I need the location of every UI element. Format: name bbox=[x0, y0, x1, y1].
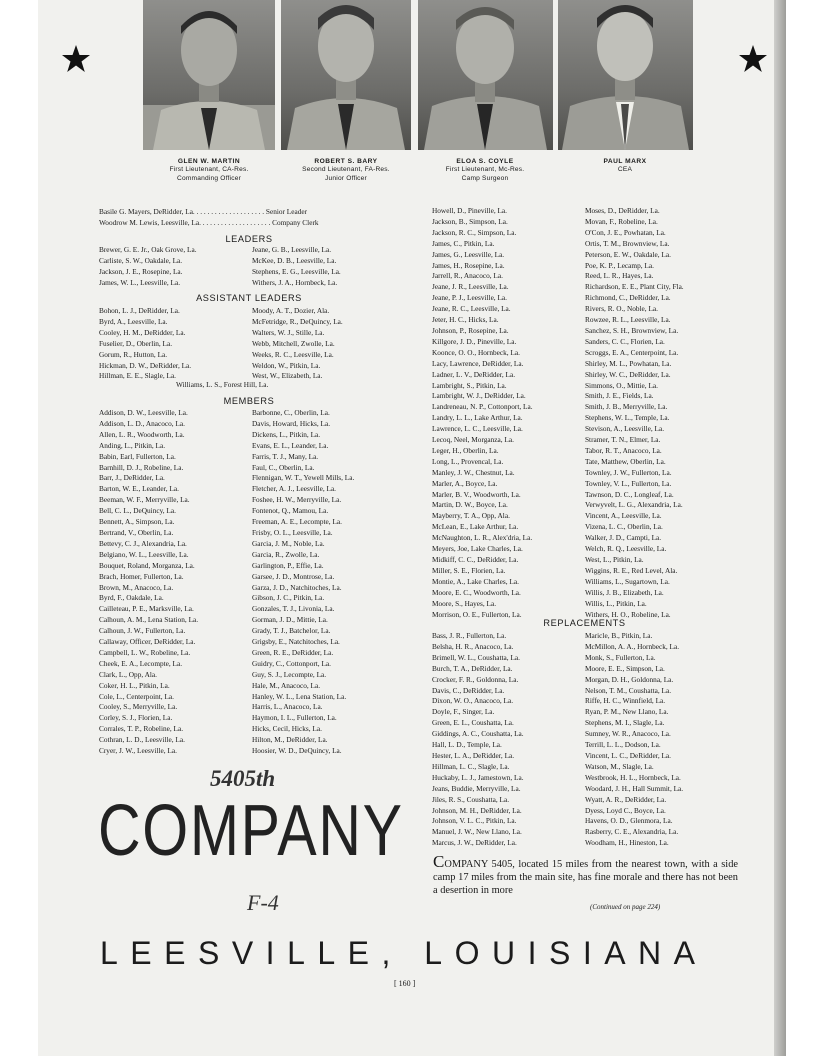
list-item: Riffe, H. C., Winnfield, La. bbox=[585, 696, 666, 706]
list-item: Montie, A., Lake Charles, La. bbox=[432, 576, 519, 586]
list-item: Addison, L. D., Anacoco, La. bbox=[99, 418, 185, 428]
list-item: Johnson, M. H., DeRidder, La. bbox=[432, 805, 522, 815]
staff-name: Woodrow M. Lewis, Leesville, La. bbox=[99, 218, 201, 227]
officer-photo-marx bbox=[558, 0, 693, 150]
list-item: Cole, L., Centerpoint, La. bbox=[99, 691, 174, 701]
list-item: Wyatt, A. R., DeRidder, La. bbox=[585, 794, 667, 804]
assistant-leader-last: Williams, L. S., Forest Hill, La. bbox=[176, 380, 269, 389]
list-item: Brach, Homer, Fullerton, La. bbox=[99, 571, 184, 581]
staff-company-clerk bbox=[99, 218, 319, 227]
staff-role: Senior Leader bbox=[265, 207, 308, 216]
list-item: Hanley, W. L., Lena Station, La. bbox=[252, 691, 347, 701]
list-item: Rowzee, R. L., Leesville, La. bbox=[585, 315, 671, 325]
list-item: McKee, D. B., Leesville, La. bbox=[252, 255, 337, 265]
list-item: Bertrand, V., Oberlin, La. bbox=[99, 527, 174, 537]
list-item: Guidry, C., Cottonport, La. bbox=[252, 658, 331, 668]
list-item: Addison, D. W., Leesville, La. bbox=[99, 408, 188, 417]
list-item: Brimell, W. L., Coushatta, La. bbox=[432, 652, 520, 662]
list-item: Marcus, J. W., DeRidder, La. bbox=[432, 838, 517, 848]
list-item: Coker, H. L., Pitkin, La. bbox=[99, 680, 170, 690]
list-item: Terrill, L. L., Dodson, La. bbox=[585, 740, 661, 750]
list-item: Hillman, L. C., Slagle, La. bbox=[432, 761, 510, 771]
list-item: McNaughton, L. R., Alex'dria, La. bbox=[432, 533, 533, 543]
list-item: Dixon, W. O., Anacoco, La. bbox=[432, 696, 514, 706]
list-item: Monk, S., Fullerton, La. bbox=[585, 652, 656, 662]
list-item: Sanchez, S. H., Brownview, La. bbox=[585, 325, 679, 335]
list-item: Dickens, L., Pitkin, La. bbox=[252, 429, 321, 439]
list-item: Weeks, R. C., Leesville, La. bbox=[252, 349, 334, 359]
list-item: Jeane, G. B., Leesville, La. bbox=[252, 245, 332, 254]
list-item: Nelson, T. M., Coushatta, La. bbox=[585, 685, 672, 695]
list-item: Cooley, S., Merryville, La. bbox=[99, 702, 178, 712]
list-item: Rasberry, C. E., Alexandria, La. bbox=[585, 827, 679, 837]
list-item: Davis, C., DeRidder, La. bbox=[432, 685, 505, 695]
story-drop-cap: C bbox=[433, 852, 445, 871]
list-item: Vincent, L. C., DeRidder, La. bbox=[585, 750, 671, 760]
list-item: Tawnson, D. C., Longleaf, La. bbox=[585, 489, 674, 499]
list-item: Jackson, R. C., Simpson, La. bbox=[432, 227, 517, 237]
list-item: Jeans, Buddie, Merryville, La. bbox=[432, 783, 521, 793]
list-item: Walters, W. J., Stille, La. bbox=[252, 327, 325, 337]
replacements-list-left bbox=[432, 631, 524, 849]
list-item: Verwyvelt, L. G., Alexandria, La. bbox=[585, 500, 683, 510]
list-item: Fletcher, A. J., Leesville, La. bbox=[252, 484, 337, 494]
list-item: Wiggins, R. E., Red Level, Ala. bbox=[585, 565, 678, 575]
list-item: Gibson, J. C., Pitkin, La. bbox=[252, 593, 325, 603]
list-item: Landry, L. L., Lake Arthur, La. bbox=[432, 413, 523, 423]
list-item: Cothran, L. D., Leesville, La. bbox=[99, 735, 185, 745]
list-item: Corrales, T. P., Robeline, La. bbox=[99, 724, 184, 734]
list-item: Watson, M., Slagle, La. bbox=[585, 761, 654, 771]
list-item: Green, R. E., DeRidder, La. bbox=[252, 647, 334, 657]
list-item: Byrd, A., Leesville, La. bbox=[99, 316, 168, 326]
officer-photo-bary bbox=[281, 0, 411, 150]
list-item: Hoosier, W. D., DeQuincy, La. bbox=[252, 746, 342, 756]
list-item: Bohon, L. J., DeRidder, La. bbox=[99, 306, 180, 315]
list-item: Johnson, P., Rosepine, La. bbox=[432, 325, 509, 335]
page-edge-shadow bbox=[774, 0, 786, 1056]
page-number: [ 160 ] bbox=[394, 979, 416, 988]
officer-name: ELOA S. COYLE bbox=[456, 158, 514, 165]
list-item: Vincent, A., Leesville, La. bbox=[585, 511, 662, 521]
list-item: Moore, S., Hayes, La. bbox=[432, 598, 497, 608]
list-item: Garcia, J. M., Noble, La. bbox=[252, 538, 325, 548]
list-item: Brown, M., Anacoco, La. bbox=[99, 582, 174, 592]
officer-photo-martin bbox=[143, 0, 275, 150]
list-item: Willis, J. B., Elizabeth, La. bbox=[585, 587, 664, 597]
assistant-leaders-list-right bbox=[252, 306, 343, 382]
list-item: McFetridge, R., DeQuincy, La. bbox=[252, 316, 343, 326]
list-item: Movan, F., Robeline, La. bbox=[585, 216, 658, 226]
list-item: Allen, L. R., Woodworth, La. bbox=[99, 429, 185, 439]
list-item: Lambright, S., Pitkin, La. bbox=[432, 380, 507, 390]
list-item: Tabor, R. T., Anacoco, La. bbox=[585, 445, 662, 455]
list-item: Calhoun, J. W., Fullerton, La. bbox=[99, 626, 186, 636]
list-item: Jeane, R. C., Leesville, La. bbox=[432, 304, 511, 314]
list-item: Simmons, O., Mittie, La. bbox=[585, 380, 658, 390]
list-item: Belgiano, W. L., Leesville, La. bbox=[99, 549, 189, 559]
list-item: Morgan, D. H., Goldonna, La. bbox=[585, 674, 674, 684]
list-item: James, H., Rosepine, La. bbox=[432, 260, 505, 270]
list-item: Hickman, D. W., DeRidder, La. bbox=[99, 360, 192, 370]
list-item: Smith, J. E., Fields, La. bbox=[585, 391, 654, 401]
list-item: Maricle, B., Pitkin, La. bbox=[585, 631, 653, 640]
list-item: Havens, O. D., Glenmora, La. bbox=[585, 816, 673, 826]
list-item: McMillon, A. A., Hornbeck, La. bbox=[585, 641, 680, 651]
staff-name: Basile G. Mayers, DeRidder, La. bbox=[99, 207, 195, 216]
list-item: Withers, J. A., Hornbeck, La. bbox=[252, 277, 338, 287]
list-item: Giddings, A. C., Coushatta, La. bbox=[432, 729, 524, 739]
list-item: Johnson, V. L. C., Pitkin, La. bbox=[432, 816, 517, 826]
company-story bbox=[433, 852, 738, 897]
list-item: Vizena, L. C., Oberlin, La. bbox=[585, 522, 663, 532]
officer-name: PAUL MARX bbox=[603, 158, 647, 165]
members-list-col3 bbox=[432, 206, 533, 620]
list-item: Stephens, E. G., Leesville, La. bbox=[252, 266, 341, 276]
caption-bary bbox=[272, 158, 420, 183]
company-designation: F-4 bbox=[247, 890, 279, 915]
list-item: Westbrook, H. L., Hornbeck, La. bbox=[585, 772, 681, 782]
replacements-heading: REPLACEMENTS bbox=[543, 618, 626, 628]
list-item: Killgore, J. D., Pineville, La. bbox=[432, 336, 517, 346]
members-heading: MEMBERS bbox=[223, 396, 275, 406]
members-list-right bbox=[252, 408, 354, 757]
list-item: Miller, S. E., Florien, La. bbox=[432, 565, 506, 575]
list-item: Welch, R. Q., Leesville, La. bbox=[585, 544, 667, 554]
list-item: James, C., Pitkin, La. bbox=[432, 238, 495, 248]
list-item: Koonce, O. O., Hornbeck, La. bbox=[432, 347, 520, 357]
officer-role: Junior Officer bbox=[325, 174, 367, 182]
staff-leader-dots: . . . . . . . . . . . . . . . . . . . bbox=[202, 218, 273, 227]
company-word: COMPANY bbox=[98, 791, 404, 871]
list-item: Jackson, B., Simpson, La. bbox=[432, 216, 508, 226]
officer-rank: Second Lieutenant, FA-Res. bbox=[302, 166, 390, 174]
list-item: Farris, T. J., Many, La. bbox=[252, 451, 319, 461]
list-item: Morrison, O. E., Fullerton, La. bbox=[432, 609, 522, 619]
caption-coyle bbox=[411, 158, 559, 183]
list-item: Barnhill, D. J., Robeline, La. bbox=[99, 462, 184, 472]
list-item: James, W. L., Leesville, La. bbox=[99, 277, 181, 287]
list-item: Lawrence, L. C., Leesville, La. bbox=[432, 424, 523, 434]
list-item: Richmond, C., DeRidder, La. bbox=[585, 293, 671, 303]
list-item: Stramer, T. N., Elmer, La. bbox=[585, 435, 661, 445]
list-item: Moore, E. E., Simpson, La. bbox=[585, 663, 665, 673]
list-item: Bennett, A., Simpson, La. bbox=[99, 517, 175, 527]
list-item: Landreneau, N. P., Cottonport, La. bbox=[432, 402, 533, 412]
list-item: Carliste, S. W., Oakdale, La. bbox=[99, 255, 183, 265]
list-item: Babin, Earl, Fullerton, La. bbox=[99, 451, 176, 461]
members-list-col4 bbox=[585, 206, 684, 620]
list-item: Jeter, H. C., Hicks, La. bbox=[432, 315, 499, 325]
continued-note: (Continued on page 224) bbox=[590, 903, 661, 911]
staff-senior-leader bbox=[99, 207, 307, 216]
list-item: Rivers, R. O., Noble, La. bbox=[585, 304, 658, 314]
list-item: Grady, T. J., Batchelor, La. bbox=[252, 626, 331, 636]
list-item: Ladner, L. V., DeRidder, La. bbox=[432, 369, 516, 379]
staff-role: Company Clerk bbox=[272, 218, 319, 227]
list-item: Beeman, W. F., Merryville, La. bbox=[99, 495, 190, 505]
list-item: Garlington, P., Effie, La. bbox=[252, 560, 324, 570]
list-item: Jarrell, R., Anacoco, La. bbox=[432, 271, 503, 281]
list-item: Barton, W. E., Leander, La. bbox=[99, 484, 179, 494]
list-item: Faul, C., Oberlin, La. bbox=[252, 462, 315, 472]
list-item: Shirley, W. C., DeRidder, La. bbox=[585, 369, 671, 379]
list-item: Corley, S. J., Florien, La. bbox=[99, 713, 173, 723]
list-item: West, L., Pitkin, La. bbox=[585, 555, 644, 564]
list-item: Garcia, R., Zwolle, La. bbox=[252, 549, 320, 559]
list-item: Gorman, J. D., Mittie, La. bbox=[252, 615, 328, 625]
members-list-left bbox=[99, 408, 198, 757]
list-item: Frisby, O. L., Leesville, La. bbox=[252, 527, 333, 537]
list-item: Hall, L. D., Temple, La. bbox=[432, 740, 502, 750]
list-item: Jeane, P. J., Leesville, La. bbox=[432, 293, 507, 303]
list-item: Ortis, T. M., Brownview, La. bbox=[585, 238, 670, 248]
list-item: Fontenot, Q., Mamou, La. bbox=[252, 506, 329, 516]
list-item: Gonzales, T. J., Livonia, La. bbox=[252, 604, 335, 614]
list-item: Moody, A. T., Dozier, Ala. bbox=[252, 306, 330, 315]
assistant-leaders-heading: ASSISTANT LEADERS bbox=[196, 293, 302, 303]
list-item: Calhoun, A. M., Lena Station, La. bbox=[99, 615, 199, 625]
list-item: Townley, J. W., Fullerton, La. bbox=[585, 467, 672, 477]
list-item: Moses, D., DeRidder, La. bbox=[585, 206, 660, 215]
list-item: Walker, J. D., Campti, La. bbox=[585, 533, 662, 543]
leaders-heading: LEADERS bbox=[225, 234, 273, 244]
list-item: Stephens, M. I., Slagle, La. bbox=[585, 718, 665, 728]
list-item: Fuselier, D., Oberlin, La. bbox=[99, 338, 173, 348]
officer-name: ROBERT S. BARY bbox=[314, 158, 378, 165]
list-item: Freeman, A. E., Lecompte, La. bbox=[252, 517, 342, 527]
list-item: James, G., Leesville, La. bbox=[432, 249, 505, 259]
list-item: Haymon, I. L., Fullerton, La. bbox=[252, 713, 337, 723]
caption-martin bbox=[135, 158, 283, 183]
list-item: Willis, L., Pitkin, La. bbox=[585, 598, 647, 608]
list-item: Hillman, E. E., Slagle, La. bbox=[99, 371, 177, 381]
list-item: Cheek, E. A., Lecompte, La. bbox=[99, 658, 183, 668]
list-item: Webb, Mitchell, Zwolle, La. bbox=[252, 338, 335, 348]
list-item: West, W., Elizabeth, La. bbox=[252, 371, 323, 381]
list-item: Jeane, J. R., Leesville, La. bbox=[432, 282, 509, 292]
list-item: Huckaby, L. J., Jamestown, La. bbox=[432, 772, 524, 782]
list-item: Belsha, H. R., Anacoco, La. bbox=[432, 641, 514, 651]
list-item: Woodham, H., Hineston, La. bbox=[585, 838, 669, 848]
list-item: Davis, Howard, Hicks, La. bbox=[252, 418, 331, 428]
list-item: Tate, Matthew, Oberlin, La. bbox=[585, 456, 666, 466]
list-item: Woodard, J. H., Hall Summit, La. bbox=[585, 783, 684, 793]
replacements-list-right bbox=[585, 631, 683, 849]
list-item: Cryer, J. W., Leesville, La. bbox=[99, 746, 177, 756]
officer-role: Camp Surgeon bbox=[461, 174, 509, 182]
list-item: Jiles, R. S., Coushatta, La. bbox=[432, 794, 510, 804]
location-title: LEESVILLE, LOUISIANA bbox=[100, 935, 708, 971]
list-item: Bettevy, C. J., Alexandria, La. bbox=[99, 538, 187, 548]
list-item: Peterson, E. W., Oakdale, La. bbox=[585, 249, 671, 259]
list-item: Lambright, W. J., DeRidder, La. bbox=[432, 391, 526, 401]
list-item: Stephens, W. L., Temple, La. bbox=[585, 413, 670, 423]
list-item: Campbell, L. W., Robeline, La. bbox=[99, 647, 191, 657]
right-star-icon bbox=[738, 44, 768, 74]
list-item: Richardson, E. E., Plant City, Fla. bbox=[585, 282, 684, 292]
list-item: Poe, K. P., Lecamp, La. bbox=[585, 260, 654, 270]
list-item: Callaway, Officer, DeRidder, La. bbox=[99, 637, 196, 647]
staff-leader-dots: . . . . . . . . . . . . . . . . . . . bbox=[196, 207, 266, 216]
list-item: Withers, H. O., Robeline, La. bbox=[585, 609, 671, 619]
list-item: Williams, L., Sugartown, La. bbox=[585, 576, 670, 586]
list-item: Lecoq, Neel, Morganza, La. bbox=[432, 435, 514, 445]
list-item: Hale, M., Anacoco, La. bbox=[252, 680, 321, 690]
left-star-icon bbox=[61, 44, 91, 74]
list-item: Grigsby, E., Natchitoches, La. bbox=[252, 637, 340, 647]
list-item: Bell, C. L., DeQuincy, La. bbox=[99, 506, 176, 516]
list-item: Hester, L. A., DeRidder, La. bbox=[432, 750, 515, 760]
officer-photo-coyle bbox=[418, 0, 553, 150]
list-item: Gorum, R., Hutton, La. bbox=[99, 349, 168, 359]
list-item: Flennigan, W. T., Yewell Mills, La. bbox=[252, 473, 355, 483]
list-item: Brewer, G. E. Jr., Oak Grove, La. bbox=[99, 245, 197, 254]
list-item: Cailleteau, P. E., Marksville, La. bbox=[99, 604, 194, 614]
list-item: Shirley, M. L., Powhatan, La. bbox=[585, 358, 672, 368]
list-item: Hilton, M., DeRidder, La. bbox=[252, 735, 328, 745]
leaders-list-right bbox=[252, 245, 341, 289]
list-item: Bouquet, Roland, Morganza, La. bbox=[99, 560, 195, 570]
story-text: OMPANY 5405, located 15 miles from the nearest town, with a side camp 17 miles from the main site, has fine morale and there has not been a desertion in more bbox=[433, 859, 738, 896]
list-item: Barbonne, C., Oberlin, La. bbox=[252, 408, 330, 417]
list-item: Hicks, Cecil, Hicks, La. bbox=[252, 724, 322, 734]
list-item: Sanders, C. C., Florien, La. bbox=[585, 336, 665, 346]
leaders-list-left bbox=[99, 245, 197, 289]
list-item: Jackson, J. E., Rosepine, La. bbox=[99, 266, 183, 276]
list-item: Howell, D., Pineville, La. bbox=[432, 206, 507, 215]
list-item: Garsee, J. D., Montrose, La. bbox=[252, 571, 335, 581]
list-item: Dyess, Loyd C., Boyce, La. bbox=[585, 805, 666, 815]
list-item: Martin, D. W., Boyce, La. bbox=[432, 500, 508, 510]
list-item: Burch, T. A., DeRidder, La. bbox=[432, 663, 513, 673]
list-item: Smith, J. B., Merryville, La. bbox=[585, 402, 668, 412]
list-item: Manuel, J. W., New Llano, La. bbox=[432, 827, 522, 837]
list-item: Lacy, Lawrence, DeRidder, La. bbox=[432, 358, 524, 368]
list-item: Garza, J. D., Natchitoches, La. bbox=[252, 582, 342, 592]
list-item: Harris, L., Anacoco, La. bbox=[252, 702, 323, 712]
list-item: Clark, L., Opp, Ala. bbox=[99, 669, 157, 679]
list-item: Stevison, A., Leesville, La. bbox=[585, 424, 665, 434]
list-item: Doyle, F., Singer, La. bbox=[432, 707, 495, 717]
list-item: Townley, V. L., Fullerton, La. bbox=[585, 478, 672, 488]
list-item: Marler, A., Boyce, La. bbox=[432, 478, 498, 488]
list-item: O'Con, J. E., Powhatan, La. bbox=[585, 227, 666, 237]
caption-marx bbox=[551, 158, 699, 175]
list-item: Green, E. L., Coushatta, La. bbox=[432, 718, 514, 728]
list-item: Reed, L. R., Hayes, La. bbox=[585, 271, 654, 281]
list-item: Ryan, P. M., New Llano, La. bbox=[585, 707, 669, 717]
officer-role: Commanding Officer bbox=[177, 174, 241, 182]
list-item: Guy, S. J., Lecompte, La. bbox=[252, 669, 327, 679]
list-item: Bass, J. R., Fullerton, La. bbox=[432, 631, 507, 640]
officer-rank: First Lieutenant, CA-Res. bbox=[169, 166, 249, 174]
list-item: Long, L., Provencal, La. bbox=[432, 456, 504, 466]
assistant-leaders-list-left bbox=[99, 306, 191, 382]
list-item: Scroggs, E. A., Centerpoint, La. bbox=[585, 347, 679, 357]
list-item: Anding, L., Pitkin, La. bbox=[99, 440, 166, 450]
list-item: Manley, J. W., Chestnut, La. bbox=[432, 467, 515, 477]
company-number: 5405th bbox=[210, 766, 276, 791]
list-item: Leger, H., Oberlin, La. bbox=[432, 445, 499, 455]
list-item: Moore, E. C., Woodworth, La. bbox=[432, 587, 521, 597]
officer-rank: First Lieutenant, Mc-Res. bbox=[445, 166, 525, 174]
list-item: Marler, B. V., Woodworth, La. bbox=[432, 489, 521, 499]
list-item: Evans, E. L., Leander, La. bbox=[252, 440, 329, 450]
list-item: Cooley, H. M., DeRidder, La. bbox=[99, 327, 186, 337]
list-item: Midkiff, C. C., DeRidder, La. bbox=[432, 555, 519, 564]
list-item: Mayberry, T. A., Opp, Ala. bbox=[432, 511, 510, 521]
list-item: Byrd, F., Oakdale, La. bbox=[99, 593, 164, 603]
list-item: Crocker, F. R., Goldonna, La. bbox=[432, 674, 519, 684]
list-item: McLean, E., Lake Arthur, La. bbox=[432, 522, 519, 532]
officer-name: GLEN W. MARTIN bbox=[177, 158, 241, 165]
list-item: Sumney, W. R., Anacoco, La. bbox=[585, 729, 671, 739]
list-item: Barr, J., DeRidder, La. bbox=[99, 473, 165, 483]
list-item: Foshee, H. W., Merryville, La. bbox=[252, 495, 342, 505]
list-item: Weldon, W., Pitkin, La. bbox=[252, 360, 321, 370]
list-item: Meyers, Joe, Lake Charles, La. bbox=[432, 544, 523, 554]
officer-role: CEA bbox=[617, 166, 633, 174]
